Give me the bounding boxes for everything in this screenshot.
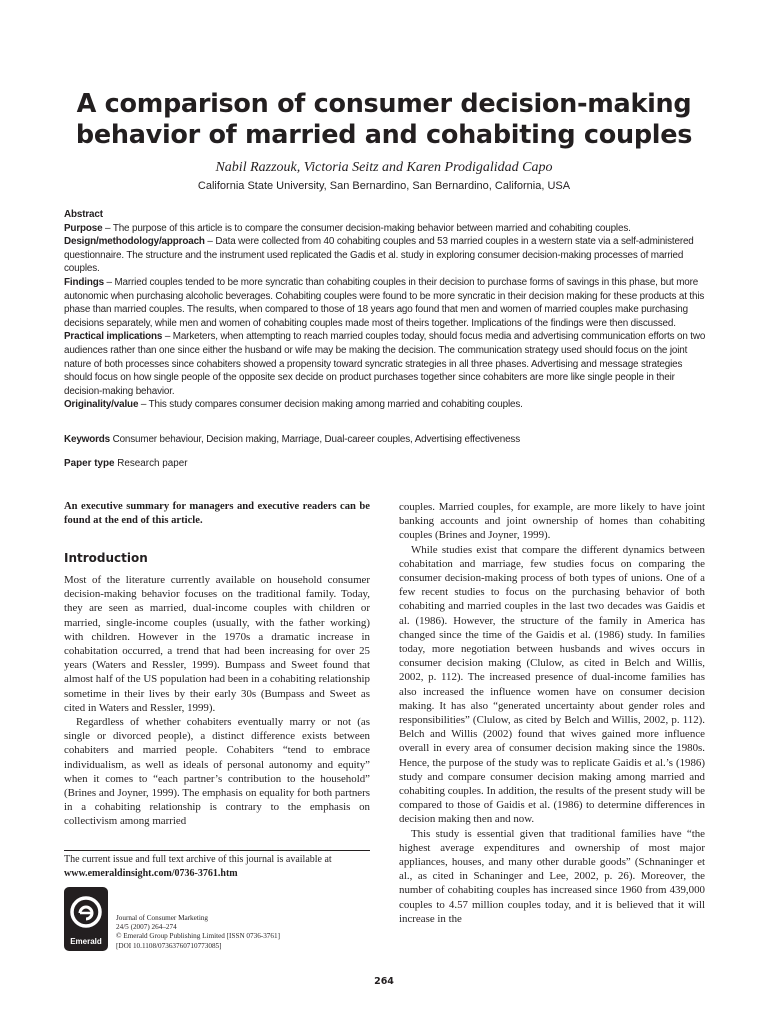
paragraph: This study is essential given that traditional families have “the highest average expenditures and ownership of most major appliances, houses, and many other durable goods” (Schnaninger et al., as cited in Schaninger and Lee, 2002, p. 26). Moreover, the number of cohabiting couples has increased since 1960 from 439,000 couples to 4.57 million couples today, and it is believed that it will increase in the bbox=[399, 827, 705, 925]
abstract-findings: Findings – Married couples tended to be more syncratic than cohabiting couples in their decision to purchase forms of savings in this phase, but more autonomic when purchasing alcoholic beverages. Cohabiting couples were found to be more syncratic in their decision making for these products at this phase than married couples. The results, when compared to those of 18 years ago found that men and women of married couples make purchasing decisions separately, while men and women of cohabiting couples made most of theirs together. Implications of the findings were then discussed. bbox=[64, 276, 705, 329]
paragraph: Regardless of whether cohabiters eventually marry or not (as single or divorced people), a distinct difference exists between cohabiters and married people. Cohabiters “tend to embrace individualism, as well as ideals of personal autonomy and equity” when it comes to “each partner’s contribution to the household” (Brines and Joyner, 1999). The emphasis on equality for both partners in a cohabiting relationship is contrary to the emphasis on collectivism among married bbox=[64, 716, 370, 828]
journal-doi: [DOI 10.1108/07363760710773085] bbox=[116, 941, 222, 950]
body-column-left bbox=[64, 573, 370, 829]
journal-copyright: © Emerald Group Publishing Limited [ISSN 0736-3761] bbox=[116, 932, 280, 941]
page-number: 264 bbox=[374, 976, 394, 987]
footer-divider bbox=[64, 850, 370, 851]
journal-volume: 24/5 (2007) 264–274 bbox=[116, 923, 177, 932]
title-line-1: A comparison of consumer decision-making bbox=[76, 89, 692, 119]
archive-text: The current issue and full text archive of this journal is available at bbox=[64, 854, 332, 865]
abstract bbox=[64, 208, 706, 412]
abstract-purpose: Purpose – The purpose of this article is to compare the consumer decision-making behavior between married and cohabiting couples. bbox=[64, 222, 631, 234]
body-column-right bbox=[399, 500, 705, 926]
article-title bbox=[40, 89, 728, 151]
keywords: Keywords Consumer behaviour, Decision making, Marriage, Dual-career couples, Advertising effectiveness bbox=[64, 434, 520, 445]
abstract-originality: Originality/value – This study compares consumer decision making among married and cohabiting couples. bbox=[64, 399, 523, 411]
author-list: Nabil Razzouk, Victoria Seitz and Karen Prodigalidad Capo bbox=[215, 160, 553, 175]
journal-name: Journal of Consumer Marketing bbox=[116, 914, 209, 922]
abstract-heading: Abstract bbox=[64, 209, 103, 220]
emerald-logo bbox=[64, 887, 108, 951]
paragraph: While studies exist that compare the different dynamics between cohabitation and marriage, few studies focus on comparing the consumer decision-making process of both types of unions. One of a few recent studies to focus on the purchasing behavior of both cohabiting and married couples in the last two decades was Gaidis et al. (1986). However, the structure of the family in America has changed since the time of the Gaidis et al. (1986) study. In families today, more negotiation between husbands and wives occurs in consumer decision making (Clulow, as cited in Belch and Willis, 2002, p. 112). The increased presence of dual-income families has also increased the influence women have on consumer decision making. It has also “generated uncertainty about gender roles and responsibilities” (Clulow, as cited by Belch and Willis, 2002, p. 112). Belch and Willis (2002) found that wives gained more influence overall in every area of consumer decision making since the 1980s. Hence, the purpose of the study was to replicate Gaidis et al.’s (1986) study and compare consumer decision making among married and cohabiting couples. In addition, the results of the present study will be compared to those of Gaidis et al. (1986) to determine differences in decision making then and now. bbox=[399, 543, 705, 826]
abstract-practical-implications: Practical implications – Marketers, when attempting to reach married couples today, should focus media and advertising communication efforts on two audiences rather than one since either the husband or wife may be making the decision. The communication strategy used should focus on the joint nature of both processes since cohabiters showed a propensity toward syncratic strategies in all three phases. Advertising and message strategies should focus on how single people of the opposite sex decide on product purchases together since cohabiters are more like single people in their decision-making behavior. bbox=[64, 331, 706, 397]
abstract-design: Design/methodology/approach – Data were collected from 40 cohabiting couples and 53 married couples in a western state via a self-administered questionnaire. The structure and the instrument used replicated the Gadis et al. study in exploring consumer decision-making processes of married couples. bbox=[64, 236, 694, 275]
paragraph: couples. Married couples, for example, are more likely to have joint banking accounts and joint ownership of homes than cohabiting couples (Brines and Joyner, 1999). bbox=[399, 501, 705, 542]
archive-link[interactable]: www.emeraldinsight.com/0736-3761.htm bbox=[64, 868, 238, 879]
paper-type: Paper type Research paper bbox=[64, 458, 188, 469]
logo-text: Emerald bbox=[70, 937, 102, 946]
journal-info bbox=[116, 914, 280, 951]
archive-note bbox=[64, 853, 370, 881]
executive-summary-note: An executive summary for managers and executive readers can be found at the end of this article. bbox=[64, 501, 370, 527]
title-line-2: behavior of married and cohabiting couples bbox=[75, 120, 693, 150]
affiliation: California State University, San Bernardino, San Bernardino, California, USA bbox=[197, 180, 571, 192]
paragraph: Most of the literature currently available on household consumer decision-making behavior focuses on the traditional family. Today, they are seen as married, dual-income couples with children or married, single-income couples (usually, with the father working) with children. However in the 1970s a dramatic increase in cohabitation occurred, a trend that had been increasing for over 25 years (Waters and Ressler, 1999). Bumpass and Sweet found that almost half of the US population had been in a cohabiting relationship sometime in their lives by their early 30s (Bumpass and Sweet as cited in Waters and Ressler, 1999). bbox=[64, 574, 370, 714]
emerald-logo-icon bbox=[69, 893, 103, 931]
introduction-heading: Introduction bbox=[64, 551, 148, 565]
